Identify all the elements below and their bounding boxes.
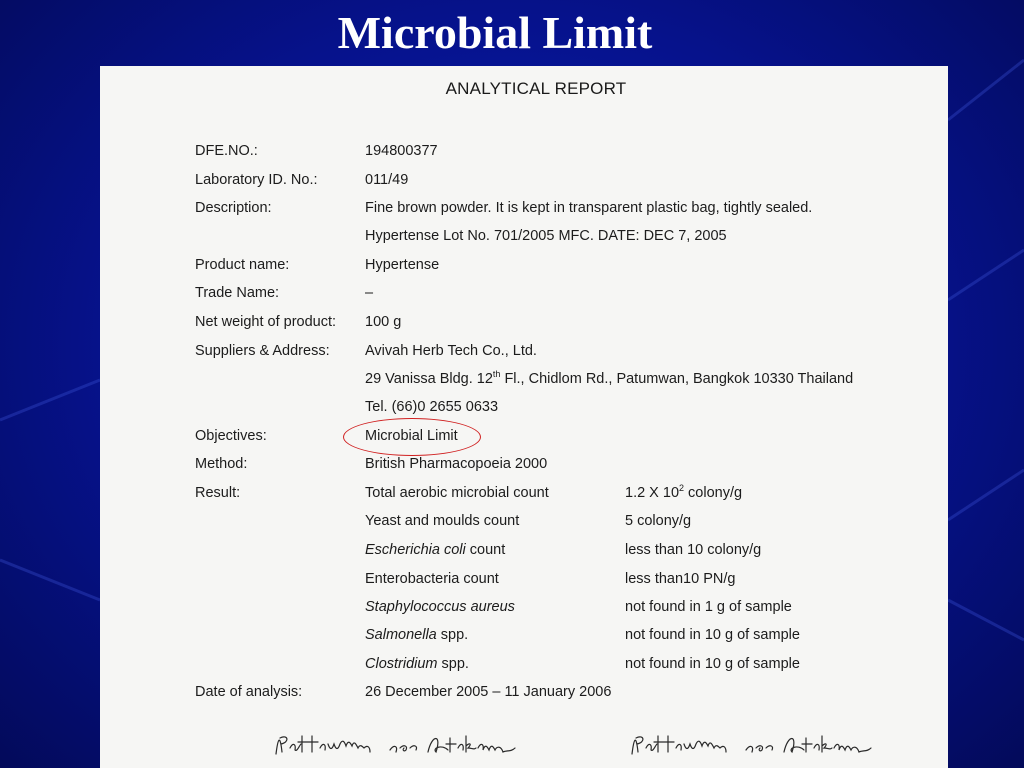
description-line1: Fine brown powder. It is kept in transparent plastic bag, tightly sealed.	[365, 200, 813, 216]
supplier-address-sup: th	[492, 369, 501, 379]
product-name-value: Hypertense	[365, 257, 440, 273]
result-test-4: Enterobacteria count	[365, 571, 499, 587]
result-test-3-suffix: count	[465, 542, 506, 558]
net-weight-value: 100 g	[365, 314, 402, 330]
lab-id-value: 011/49	[365, 172, 409, 188]
result-value-1-b: colony/g	[684, 485, 743, 501]
result-value-5: not found in 1 g of sample	[625, 599, 792, 615]
net-weight-label: Net weight of product:	[195, 314, 337, 330]
result-test-7-suffix: spp.	[437, 656, 469, 672]
objectives-highlight-circle	[343, 418, 481, 456]
result-value-1	[625, 485, 742, 501]
product-name-label: Product name:	[195, 257, 290, 273]
supplier-label: Suppliers & Address:	[195, 343, 330, 359]
result-value-4: less than10 PN/g	[625, 571, 736, 587]
date-of-analysis-value: 26 December 2005 – 11 January 2006	[365, 684, 612, 700]
trade-name-value: –	[365, 285, 374, 301]
result-test-5	[365, 599, 515, 615]
result-value-3: less than 10 colony/g	[625, 542, 762, 558]
supplier-address-a: 29 Vanissa Bldg. 12	[365, 371, 493, 387]
method-label: Method:	[195, 456, 248, 472]
result-test-6	[365, 627, 468, 643]
result-test-3-organism: Escherichia coli	[365, 542, 466, 558]
description-label: Description:	[195, 200, 272, 216]
dfe-no-label: DFE.NO.:	[195, 143, 258, 159]
result-test-6-organism: Salmonella	[365, 627, 437, 643]
result-value-6: not found in 10 g of sample	[625, 627, 800, 643]
result-test-7	[365, 656, 469, 672]
supplier-address-b: Fl., Chidlom Rd., Patumwan, Bangkok 10330 Thailand	[500, 371, 854, 387]
supplier-line2	[365, 371, 853, 387]
analytical-report-document	[100, 66, 948, 768]
result-test-3	[365, 542, 505, 558]
objectives-value: Microbial Limit	[365, 428, 458, 444]
method-value: British Pharmacopoeia 2000	[365, 456, 548, 472]
result-label: Result:	[195, 485, 241, 501]
result-test-6-suffix: spp.	[436, 627, 469, 643]
report-heading: ANALYTICAL REPORT	[445, 79, 627, 98]
result-value-2: 5 colony/g	[625, 513, 692, 529]
result-value-7: not found in 10 g of sample	[625, 656, 800, 672]
trade-name-label: Trade Name:	[195, 285, 280, 301]
supplier-line1: Avivah Herb Tech Co., Ltd.	[365, 343, 537, 359]
result-test-5-organism: Staphylococcus aureus	[365, 599, 515, 615]
description-line2: Hypertense Lot No. 701/2005 MFC. DATE: DEC 7, 2005	[365, 228, 727, 244]
signature-2	[628, 728, 888, 762]
lab-id-label: Laboratory ID. No.:	[195, 172, 318, 188]
slide-title: Microbial Limit	[337, 7, 653, 58]
date-of-analysis-label: Date of analysis:	[195, 684, 303, 700]
objectives-label: Objectives:	[195, 428, 267, 444]
signature-1	[272, 728, 532, 762]
result-test-1: Total aerobic microbial count	[365, 485, 549, 501]
result-test-2: Yeast and moulds count	[365, 513, 520, 529]
supplier-line3: Tel. (66)0 2655 0633	[365, 399, 499, 415]
result-value-1-a: 1.2 X 10	[625, 485, 680, 501]
dfe-no-value: 194800377	[365, 143, 438, 159]
result-value-1-sup: 2	[679, 483, 685, 493]
result-test-7-organism: Clostridium	[365, 656, 438, 672]
